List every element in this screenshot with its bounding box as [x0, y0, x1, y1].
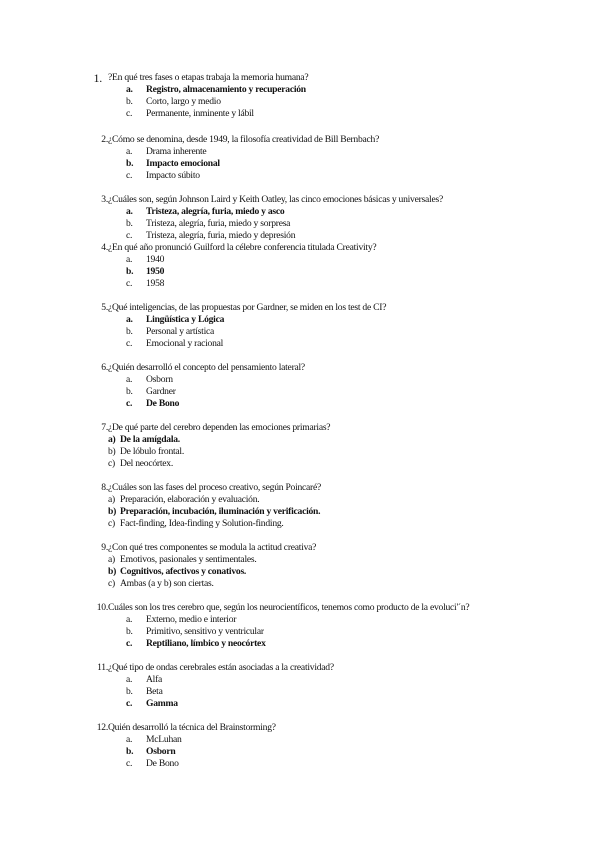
question-5: [0, 302, 600, 350]
question-text: ¿Cuáles son las fases del proceso creativo, según Poincaré?: [108, 482, 322, 493]
question-line: [0, 194, 600, 206]
question-number: 5.: [101, 302, 108, 313]
question-line: [0, 722, 600, 734]
question-9: [0, 542, 600, 590]
question-text: ¿Qué tipo de ondas cerebrales están asociadas a la creatividad?: [108, 662, 334, 673]
question-number: 6.: [101, 362, 108, 373]
option-text: Permanente, inminente y lábil: [146, 108, 254, 119]
option-text: Osborn: [146, 746, 176, 757]
question-3: [0, 194, 600, 242]
answer-option: [0, 614, 600, 626]
question-7: [0, 422, 600, 470]
question-number: 3.: [101, 194, 108, 205]
option-text: Del neocórtex.: [120, 458, 173, 469]
answer-option: [0, 374, 600, 386]
option-text: Corto, largo y medio: [146, 96, 221, 107]
option-text: Tristeza, alegría, furia, miedo y asco: [146, 206, 285, 217]
answer-option: [0, 338, 600, 350]
question-10: [0, 602, 600, 650]
answer-option-correct: [0, 266, 600, 278]
question-8: [0, 482, 600, 530]
answer-option: [0, 146, 600, 158]
option-text: De la amígdala.: [120, 434, 180, 445]
answer-option: [0, 626, 600, 638]
option-text: De Bono: [146, 398, 180, 409]
answer-option-correct: [0, 638, 600, 650]
question-line: [0, 482, 600, 494]
answer-option-correct: [0, 206, 600, 218]
option-label: b): [108, 446, 116, 457]
option-label: b.: [126, 96, 133, 107]
option-label: a.: [126, 314, 133, 325]
answer-option-correct: [0, 434, 600, 446]
question-number: 4.: [101, 242, 108, 253]
option-text: Preparación, incubación, iluminación y verificación.: [120, 506, 321, 517]
question-number: 2.: [101, 134, 108, 145]
option-label: a.: [126, 146, 133, 157]
option-text: Osborn: [146, 374, 173, 385]
answer-option-correct: [0, 314, 600, 326]
option-label: a): [108, 494, 115, 505]
option-label: b.: [126, 218, 133, 229]
option-text: Drama inherente: [146, 146, 207, 157]
answer-option: [0, 230, 600, 242]
option-text: Tristeza, alegría, furia, miedo y depresión: [146, 230, 296, 241]
option-text: 1950: [146, 266, 165, 277]
option-label: a.: [126, 674, 133, 685]
answer-option: [0, 518, 600, 530]
answer-option: [0, 108, 600, 120]
answer-option-correct: [0, 698, 600, 710]
question-number: 12.: [96, 722, 108, 733]
question-text: ¿Con qué tres componentes se modula la actitud creativa?: [108, 542, 317, 553]
answer-option: [0, 578, 600, 590]
answer-option: [0, 758, 600, 770]
option-label: a.: [126, 614, 133, 625]
option-label: b): [108, 566, 117, 577]
answer-option: [0, 674, 600, 686]
question-line: [0, 72, 600, 84]
option-label: c.: [126, 278, 133, 289]
option-label: c.: [126, 638, 133, 649]
question-line: [0, 422, 600, 434]
question-line: [0, 134, 600, 146]
question-line: [0, 542, 600, 554]
option-text: 1958: [146, 278, 165, 289]
option-text: Externo, medio e interior: [146, 614, 237, 625]
answer-option: [0, 254, 600, 266]
option-label: c.: [126, 230, 133, 241]
option-label: c.: [126, 170, 133, 181]
question-number: 9.: [101, 542, 108, 553]
question-6: [0, 362, 600, 410]
question-number: 8.: [101, 482, 108, 493]
question-11: [0, 662, 600, 710]
answer-option: [0, 554, 600, 566]
option-label: b.: [126, 386, 133, 397]
question-text: ¿De qué parte del cerebro dependen las emociones primarias?: [108, 422, 331, 433]
question-line: [0, 362, 600, 374]
option-label: c): [108, 578, 115, 589]
option-text: Personal y artística: [146, 326, 214, 337]
option-text: Preparación, elaboración y evaluación.: [120, 494, 260, 505]
question-text: Quién desarrolló la técnica del Brainstorming?: [108, 722, 276, 733]
answer-option-correct: [0, 506, 600, 518]
option-text: Primitivo, sensitivo y ventricular: [146, 626, 264, 637]
answer-option: [0, 458, 600, 470]
answer-option: [0, 96, 600, 108]
option-label: a.: [126, 254, 133, 265]
option-label: b): [108, 506, 117, 517]
option-label: a): [108, 434, 116, 445]
option-label: b.: [126, 746, 134, 757]
answer-option: [0, 494, 600, 506]
option-label: a): [108, 554, 115, 565]
question-text: ¿Cuáles son, según Johnson Laird y Keith Oatley, las cinco emociones básicas y universales?: [108, 194, 443, 205]
question-2: [0, 134, 600, 182]
answer-option-correct: [0, 566, 600, 578]
question-number: 1.: [93, 71, 102, 85]
option-text: Registro, almacenamiento y recuperación: [146, 84, 306, 95]
option-label: c): [108, 458, 115, 469]
option-label: c.: [126, 758, 133, 769]
option-label: a.: [126, 734, 133, 745]
option-label: c): [108, 518, 115, 529]
answer-option-correct: [0, 746, 600, 758]
option-label: b.: [126, 158, 134, 169]
option-text: Alfa: [146, 674, 163, 685]
option-text: Impacto súbito: [146, 170, 200, 181]
option-label: a.: [126, 374, 133, 385]
option-text: Ambas (a y b) son ciertas.: [120, 578, 214, 589]
option-text: De lóbulo frontal.: [120, 446, 184, 457]
option-text: Fact-finding, Idea-finding y Solution-finding.: [120, 518, 284, 529]
question-text: ¿Quién desarrolló el concepto del pensamiento lateral?: [108, 362, 305, 373]
question-line: [0, 302, 600, 314]
option-text: Cognitivos, afectivos y conativos.: [120, 566, 247, 577]
option-label: b.: [126, 266, 134, 277]
answer-option: [0, 326, 600, 338]
question-line: [0, 602, 600, 614]
answer-option-correct: [0, 84, 600, 96]
question-4: [0, 242, 600, 290]
option-text: Gamma: [146, 698, 178, 709]
option-label: a.: [126, 206, 133, 217]
answer-option: [0, 446, 600, 458]
option-text: De Bono: [146, 758, 179, 769]
option-label: c.: [126, 398, 133, 409]
question-text: ¿En qué año pronunció Guilford la célebre conferencia titulada Creativity?: [108, 242, 377, 253]
answer-option: [0, 218, 600, 230]
question-12: [0, 722, 600, 770]
question-text: ¿Cómo se denomina, desde 1949, la filosofía creatividad de Bill Bernbach?: [108, 134, 380, 145]
question-1: [0, 72, 600, 120]
option-text: Tristeza, alegría, furia, miedo y sorpresa: [146, 218, 291, 229]
option-text: Gardner: [146, 386, 176, 397]
question-line: [0, 242, 600, 254]
option-text: 1940: [146, 254, 165, 265]
question-line: [0, 662, 600, 674]
option-label: b.: [126, 326, 133, 337]
option-text: Beta: [146, 686, 163, 697]
answer-option: [0, 734, 600, 746]
option-label: a.: [126, 84, 133, 95]
question-number: 7.: [101, 422, 108, 433]
option-label: b.: [126, 686, 133, 697]
question-number: 11.: [97, 662, 108, 673]
option-text: Impacto emocional: [146, 158, 220, 169]
answer-option-correct: [0, 398, 600, 410]
option-text: McLuhan: [146, 734, 182, 745]
option-text: Emocional y racional: [146, 338, 224, 349]
option-text: Lingüística y Lógica: [146, 314, 225, 325]
answer-option: [0, 170, 600, 182]
question-text: ¿Qué inteligencias, de las propuestas por Gardner, se miden en los test de CI?: [108, 302, 387, 313]
answer-option: [0, 386, 600, 398]
option-label: b.: [126, 626, 133, 637]
question-text: Cuáles son los tres cerebro que, según los neurocientíficos, tenemos como producto de la evoluci'´n?: [108, 602, 470, 613]
option-text: Emotivos, pasionales y sentimentales.: [120, 554, 257, 565]
option-label: c.: [126, 338, 133, 349]
option-text: Reptiliano, límbico y neocórtex: [146, 638, 266, 649]
option-label: c.: [126, 108, 133, 119]
option-label: c.: [126, 698, 133, 709]
answer-option: [0, 686, 600, 698]
question-text: ?En qué tres fases o etapas trabaja la memoria humana?: [108, 72, 309, 83]
answer-option-correct: [0, 158, 600, 170]
answer-option: [0, 278, 600, 290]
question-number: 10.: [96, 602, 108, 613]
